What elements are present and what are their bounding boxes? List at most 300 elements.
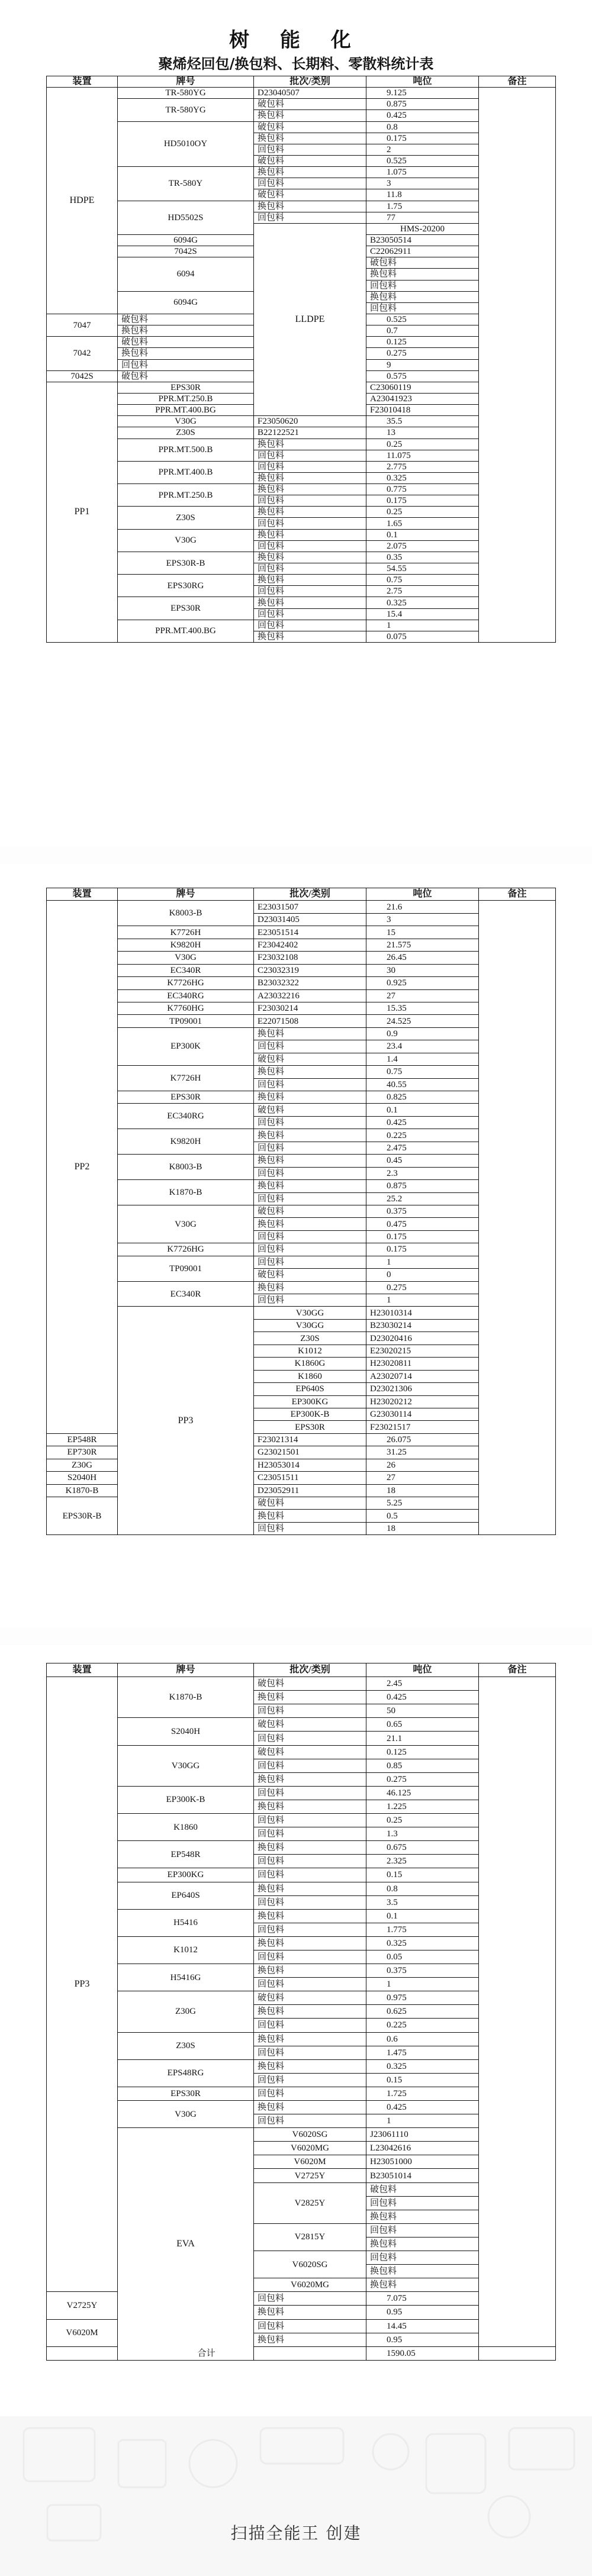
grade-cell: V30GG [254, 1319, 366, 1331]
batch-cell: 破包料 [254, 1104, 366, 1116]
tonnage-cell: 0.325 [366, 1936, 479, 1950]
grade-cell: V6020M [254, 2155, 366, 2169]
tonnage-cell: 0 [366, 1269, 479, 1281]
unit-cell: PP3 [118, 1307, 254, 1535]
grade-cell: EP300KG [118, 1868, 254, 1882]
batch-cell: 破包料 [118, 370, 254, 382]
tonnage-cell: 5.25 [366, 1497, 479, 1510]
tonnage-cell: 1 [366, 1294, 479, 1307]
tonnage-cell: 13 [366, 427, 479, 439]
batch-cell: B23051014 [366, 2169, 479, 2182]
batch-cell: A23041923 [366, 393, 479, 404]
unit-cell: LLDPE [254, 223, 366, 415]
tonnage-cell: 0.875 [366, 99, 479, 110]
grade-cell: EC340RG [118, 1104, 254, 1129]
unit-cell: PP3 [47, 1677, 118, 2292]
tonnage-cell: 15.35 [366, 1002, 479, 1014]
column-header: 备注 [479, 76, 556, 88]
column-header: 牌号 [118, 76, 254, 88]
tonnage-cell: 0.575 [366, 370, 479, 382]
grade-cell: V6020MG [254, 2278, 366, 2292]
grade-cell: EC340R [118, 1281, 254, 1307]
statistics-table-2 [46, 888, 556, 1535]
batch-cell: 回包料 [254, 461, 366, 472]
batch-cell: C23060119 [366, 382, 479, 393]
batch-cell: 破包料 [366, 2182, 479, 2196]
batch-cell: 换包料 [254, 1882, 366, 1895]
grade-cell: K1860 [118, 1814, 254, 1841]
grade-cell: Z30S [118, 507, 254, 529]
tonnage-cell: 0.425 [366, 110, 479, 121]
batch-cell: B23050514 [366, 234, 479, 246]
tonnage-cell: 15 [366, 926, 479, 939]
batch-cell: 换包料 [254, 201, 366, 212]
tonnage-cell: 2.775 [366, 461, 479, 472]
tonnage-cell: 1 [366, 2114, 479, 2128]
grade-cell: K1860 [254, 1370, 366, 1382]
tonnage-cell: 40.55 [366, 1078, 479, 1091]
grade-cell: S2040H [118, 1718, 254, 1745]
batch-cell: 换包料 [254, 2059, 366, 2073]
grade-cell: V30G [118, 1205, 254, 1243]
batch-cell: 换包料 [254, 1218, 366, 1230]
batch-cell: 回包料 [254, 1868, 366, 1882]
tonnage-cell: 0.35 [366, 552, 479, 563]
table-header-row [47, 1663, 556, 1677]
batch-cell: 换包料 [254, 1510, 366, 1522]
tonnage-cell: 0.95 [366, 2306, 479, 2319]
batch-cell: B23030214 [366, 1319, 479, 1331]
batch-cell: 回包料 [254, 1895, 366, 1909]
batch-cell: C23051511 [254, 1472, 366, 1484]
tonnage-cell: 0.675 [366, 1841, 479, 1855]
batch-cell: 回包料 [254, 1116, 366, 1129]
batch-cell: C23032319 [254, 964, 366, 976]
tonnage-cell: 1.225 [366, 1800, 479, 1813]
tonnage-cell: 27 [366, 989, 479, 1002]
batch-cell: F23030214 [254, 1002, 366, 1014]
tonnage-cell: 26.075 [366, 1433, 479, 1446]
tonnage-cell: 2 [366, 144, 479, 155]
grade-cell: TP09001 [118, 1015, 254, 1027]
column-header: 装置 [47, 76, 118, 88]
batch-cell: 回包料 [254, 1786, 366, 1800]
grade-cell: EPS30R [118, 2087, 254, 2100]
tonnage-cell: 0.8 [366, 121, 479, 133]
batch-cell: 回包料 [254, 620, 366, 631]
tonnage-cell: 1 [366, 1256, 479, 1268]
grade-cell: EPS30RG [118, 575, 254, 597]
table-row [47, 1677, 556, 1691]
footer-text: 扫描全能王 创建 [230, 2523, 362, 2543]
tonnage-cell: 2.325 [366, 1855, 479, 1868]
grade-cell: 6094 [118, 257, 254, 291]
batch-cell: 回包料 [254, 1855, 366, 1868]
batch-cell: 破包料 [254, 1991, 366, 2005]
batch-cell: G23030114 [366, 1408, 479, 1420]
grade-cell: K7726H [118, 926, 254, 939]
batch-cell: E22071508 [254, 1015, 366, 1027]
grade-cell: EPS30R [118, 597, 254, 620]
tonnage-cell: 0.25 [366, 507, 479, 518]
batch-cell: 换包料 [254, 2101, 366, 2114]
remarks-cell [479, 1677, 556, 2347]
grade-cell: PPR.MT.250.B [118, 393, 254, 404]
grade-cell: Z30S [118, 427, 254, 439]
batch-cell: 回包料 [254, 540, 366, 552]
tonnage-cell: 0.475 [366, 1218, 479, 1230]
grade-cell: K1870-B [47, 1484, 118, 1497]
grade-cell: K1860G [254, 1358, 366, 1370]
grade-cell: EP640S [118, 1882, 254, 1909]
tonnage-cell: 18 [366, 1484, 479, 1497]
batch-cell: 换包料 [254, 2032, 366, 2046]
tonnage-cell: 2.45 [366, 1677, 479, 1691]
batch-cell: 换包料 [254, 1772, 366, 1786]
grade-cell: PPR.MT.250.B [118, 484, 254, 507]
batch-cell: 换包料 [254, 507, 366, 518]
batch-cell: D23021306 [366, 1383, 479, 1395]
batch-cell: A23020714 [366, 1370, 479, 1382]
tonnage-cell: 2.075 [366, 540, 479, 552]
batch-cell: 换包料 [254, 1909, 366, 1923]
column-header: 批次/类别 [254, 888, 366, 901]
batch-cell: H23053014 [254, 1459, 366, 1471]
tonnage-cell: 3.5 [366, 1895, 479, 1909]
batch-cell: 换包料 [254, 1800, 366, 1813]
total-label: 合计 [47, 2346, 366, 2360]
grade-cell: V30GG [118, 1745, 254, 1786]
batch-cell: 回包料 [254, 1294, 366, 1307]
grade-cell: PPR.MT.400.B [118, 461, 254, 483]
tonnage-cell: 0.425 [366, 1116, 479, 1129]
grade-cell: K7726HG [118, 977, 254, 989]
batch-cell: 回包料 [254, 1192, 366, 1205]
batch-cell: E23020215 [366, 1345, 479, 1357]
grade-cell: V6020SG [254, 2128, 366, 2142]
tonnage-cell: 1 [366, 620, 479, 631]
grade-cell: V30G [118, 416, 254, 427]
tonnage-cell: 0.325 [366, 2059, 479, 2073]
batch-cell: 回包料 [254, 1827, 366, 1841]
tonnage-cell: 0.075 [366, 631, 479, 642]
batch-cell: 换包料 [254, 1281, 366, 1294]
tonnage-cell: 26.45 [366, 952, 479, 964]
grade-cell: 7042S [47, 370, 118, 382]
grade-cell: Z30S [118, 2032, 254, 2059]
batch-cell: 换包料 [366, 2237, 479, 2251]
tonnage-cell: 0.9 [366, 1027, 479, 1040]
batch-cell: 回包料 [254, 144, 366, 155]
column-header: 装置 [47, 888, 118, 901]
batch-cell: H23020811 [366, 1358, 479, 1370]
batch-cell: 破包料 [254, 99, 366, 110]
grade-cell: V30GG [254, 1307, 366, 1319]
grade-cell: EP300KG [254, 1395, 366, 1408]
column-header: 装置 [47, 1663, 118, 1677]
tonnage-cell: 0.925 [366, 977, 479, 989]
grade-cell: EPS30R [118, 1091, 254, 1104]
batch-cell: 回包料 [254, 2019, 366, 2032]
company-name: 树 能 化 [229, 28, 363, 52]
tonnage-cell: 0.6 [366, 2032, 479, 2046]
tonnage-cell: 1.775 [366, 1923, 479, 1936]
grade-cell: PPR.MT.400.BG [118, 620, 254, 642]
tonnage-cell: 0.75 [366, 1066, 479, 1078]
batch-cell: 回包料 [254, 1923, 366, 1936]
batch-cell: 换包料 [254, 597, 366, 608]
grade-cell: EC340R [118, 964, 254, 976]
batch-cell: 回包料 [366, 2223, 479, 2237]
total-value: 1590.05 [366, 2346, 479, 2360]
grade-cell: HMS-20200 [366, 223, 479, 234]
batch-cell: 回包料 [118, 359, 254, 370]
batch-cell: 回包料 [254, 1243, 366, 1256]
tonnage-cell: 0.425 [366, 1691, 479, 1704]
batch-cell: 换包料 [254, 1964, 366, 1978]
grade-cell: EPS30R-B [47, 1497, 118, 1535]
grade-cell: V30G [118, 952, 254, 964]
tonnage-cell: 0.1 [366, 1909, 479, 1923]
tonnage-cell: 0.225 [366, 1129, 479, 1142]
batch-cell: 换包料 [254, 1066, 366, 1078]
batch-cell: H23010314 [366, 1307, 479, 1319]
batch-cell: 回包料 [254, 586, 366, 597]
tonnage-cell: 0.375 [366, 1964, 479, 1978]
tonnage-cell: 1 [366, 1978, 479, 1991]
column-header: 批次/类别 [254, 76, 366, 88]
batch-cell: 换包料 [254, 167, 366, 178]
tonnage-cell: 11.075 [366, 450, 479, 461]
tonnage-cell: 1.725 [366, 2087, 479, 2100]
tonnage-cell: 35.5 [366, 416, 479, 427]
batch-cell: 破包料 [254, 1497, 366, 1510]
batch-cell: 换包料 [254, 133, 366, 144]
tonnage-cell: 0.875 [366, 1180, 479, 1192]
tonnage-cell: 0.825 [366, 1091, 479, 1104]
batch-cell: F23021517 [366, 1421, 479, 1433]
batch-cell: 换包料 [254, 1155, 366, 1167]
batch-cell: D23020416 [366, 1332, 479, 1345]
tonnage-cell: 3 [366, 178, 479, 189]
batch-cell: 回包料 [254, 1230, 366, 1243]
batch-cell: 破包料 [254, 1205, 366, 1217]
tonnage-cell: 7.075 [366, 2292, 479, 2306]
batch-cell: F23032108 [254, 952, 366, 964]
page-gap-1 [0, 846, 592, 864]
column-header: 吨位 [366, 76, 479, 88]
batch-cell: 回包料 [254, 2046, 366, 2059]
grade-cell: V30G [118, 529, 254, 552]
tonnage-cell: 0.125 [366, 1745, 479, 1759]
batch-cell: 换包料 [254, 529, 366, 540]
tonnage-cell: 21.575 [366, 939, 479, 951]
table-header-row [47, 888, 556, 901]
batch-cell: 回包料 [366, 302, 479, 314]
page-gap-2 [0, 1627, 592, 1645]
grade-cell: K8003-B [118, 1155, 254, 1180]
tonnage-cell: 2.475 [366, 1142, 479, 1154]
unit-cell: PP2 [47, 901, 118, 1433]
tonnage-cell: 0.8 [366, 1882, 479, 1895]
tonnage-cell: 1.65 [366, 518, 479, 529]
tonnage-cell: 0.15 [366, 2073, 479, 2087]
batch-cell: 换包料 [254, 1180, 366, 1192]
tonnage-cell: 0.5 [366, 1510, 479, 1522]
batch-cell: 换包料 [366, 269, 479, 280]
tonnage-cell: 0.275 [366, 1281, 479, 1294]
grade-cell: S2040H [47, 1472, 118, 1484]
column-header: 吨位 [366, 1663, 479, 1677]
grade-cell: TR-580YG [118, 88, 254, 99]
batch-cell: 破包料 [254, 189, 366, 201]
tonnage-cell: 3 [366, 913, 479, 926]
batch-cell: 换包料 [118, 348, 254, 359]
grade-cell: H5416 [118, 1909, 254, 1936]
tonnage-cell: 0.1 [366, 529, 479, 540]
tonnage-cell: 0.275 [366, 1772, 479, 1786]
grade-cell: HD5502S [118, 201, 254, 234]
remarks-cell [479, 88, 556, 643]
statistics-table-1 [46, 76, 556, 643]
grade-cell: EPS30R-B [118, 552, 254, 574]
grade-cell: K1870-B [118, 1677, 254, 1718]
batch-cell: 回包料 [254, 1078, 366, 1091]
batch-cell: 回包料 [254, 2114, 366, 2128]
batch-cell: 换包料 [254, 552, 366, 563]
grade-cell: Z30S [254, 1332, 366, 1345]
unit-cell: PP1 [47, 382, 118, 642]
batch-cell: 换包料 [366, 291, 479, 302]
statistics-table-3 [46, 1663, 556, 2361]
column-header: 吨位 [366, 888, 479, 901]
batch-cell: D23031405 [254, 913, 366, 926]
unit-cell: HDPE [47, 88, 118, 314]
batch-cell: 换包料 [254, 2333, 366, 2346]
column-header: 批次/类别 [254, 1663, 366, 1677]
tonnage-cell: 0.25 [366, 1814, 479, 1827]
grade-cell: 7047 [47, 314, 118, 336]
batch-cell: 换包料 [118, 325, 254, 337]
grade-cell: HD5010OY [118, 121, 254, 167]
batch-cell: 换包料 [254, 472, 366, 483]
batch-cell: 换包料 [366, 2278, 479, 2292]
batch-cell: 回包料 [254, 518, 366, 529]
grade-cell: V30G [118, 2101, 254, 2128]
batch-cell: 破包料 [254, 1053, 366, 1065]
batch-cell: D23040507 [254, 88, 366, 99]
batch-cell: 回包料 [254, 1522, 366, 1534]
tonnage-cell: 0.625 [366, 2005, 479, 2019]
table-header-row [47, 76, 556, 88]
batch-cell: F23010418 [366, 405, 479, 416]
tonnage-cell: 54.55 [366, 563, 479, 575]
tonnage-cell: 0.175 [366, 495, 479, 507]
grade-cell: K8003-B [118, 901, 254, 926]
grade-cell: PPR.MT.400.BG [118, 405, 254, 416]
table-row [47, 88, 556, 99]
total-remarks [479, 2346, 556, 2360]
grade-cell: K9820H [118, 939, 254, 951]
tonnage-cell: 0.525 [366, 155, 479, 166]
batch-cell: D23052911 [254, 1484, 366, 1497]
batch-cell: E23031507 [254, 901, 366, 913]
tonnage-cell: 0.25 [366, 439, 479, 450]
tonnage-cell: 1.475 [366, 2046, 479, 2059]
batch-cell: 回包料 [254, 1167, 366, 1179]
batch-cell: 换包料 [254, 575, 366, 586]
tonnage-cell: 0.775 [366, 484, 479, 495]
tonnage-cell: 9 [366, 359, 479, 370]
grade-cell: 7042S [118, 246, 254, 257]
batch-cell: B22122521 [254, 427, 366, 439]
tonnage-cell: 26 [366, 1459, 479, 1471]
batch-cell: 回包料 [254, 178, 366, 189]
tonnage-cell: 50 [366, 1704, 479, 1718]
tonnage-cell: 11.8 [366, 189, 479, 201]
remarks-cell [479, 901, 556, 1535]
batch-cell: 破包料 [118, 314, 254, 325]
grade-cell: Z30G [118, 1991, 254, 2032]
grade-cell: V6020MG [254, 2142, 366, 2155]
batch-cell: 回包料 [254, 2319, 366, 2333]
tonnage-cell: 0.275 [366, 348, 479, 359]
batch-cell: 回包料 [254, 1256, 366, 1268]
grade-cell: EP640S [254, 1383, 366, 1395]
grade-cell: K1012 [254, 1345, 366, 1357]
batch-cell: H23051000 [366, 2155, 479, 2169]
batch-cell: 回包料 [366, 2196, 479, 2210]
grade-cell: EP730R [47, 1446, 118, 1459]
grade-cell: K7760HG [118, 1002, 254, 1014]
tonnage-cell: 2.75 [366, 586, 479, 597]
page-title: 聚烯烃回包/换包料、长期料、零散料统计表 [158, 55, 434, 72]
batch-cell: 破包料 [254, 121, 366, 133]
column-header: 备注 [479, 1663, 556, 1677]
batch-cell: 破包料 [254, 1269, 366, 1281]
grade-cell: EPS30R [118, 382, 254, 393]
batch-cell: 换包料 [254, 484, 366, 495]
batch-cell: 破包料 [254, 1745, 366, 1759]
tonnage-cell: 2.3 [366, 1167, 479, 1179]
tonnage-cell: 31.25 [366, 1446, 479, 1459]
tonnage-cell: 0.225 [366, 2019, 479, 2032]
tonnage-cell: 0.45 [366, 1155, 479, 1167]
batch-cell: 回包料 [254, 2087, 366, 2100]
grade-cell: K1012 [118, 1936, 254, 1964]
tonnage-cell: 30 [366, 964, 479, 976]
tonnage-cell: 0.125 [366, 337, 479, 348]
batch-cell: 破包料 [118, 337, 254, 348]
batch-cell: 换包料 [366, 2265, 479, 2278]
batch-cell: 回包料 [254, 495, 366, 507]
grade-cell: EP300K [118, 1027, 254, 1065]
batch-cell: 回包料 [254, 212, 366, 223]
tonnage-cell: 0.175 [366, 1243, 479, 1256]
tonnage-cell: 0.175 [366, 1230, 479, 1243]
grade-cell: 6094G [118, 291, 254, 314]
batch-cell: 回包料 [254, 608, 366, 620]
unit-cell: EVA [118, 2128, 254, 2361]
batch-cell: 回包料 [254, 2073, 366, 2087]
batch-cell: 回包料 [254, 2292, 366, 2306]
tonnage-cell: 9.125 [366, 88, 479, 99]
batch-cell: 换包料 [254, 631, 366, 642]
tonnage-cell: 0.175 [366, 133, 479, 144]
batch-cell: L23042616 [366, 2142, 479, 2155]
grade-cell: 6094G [118, 234, 254, 246]
grade-cell: V2725Y [254, 2169, 366, 2182]
